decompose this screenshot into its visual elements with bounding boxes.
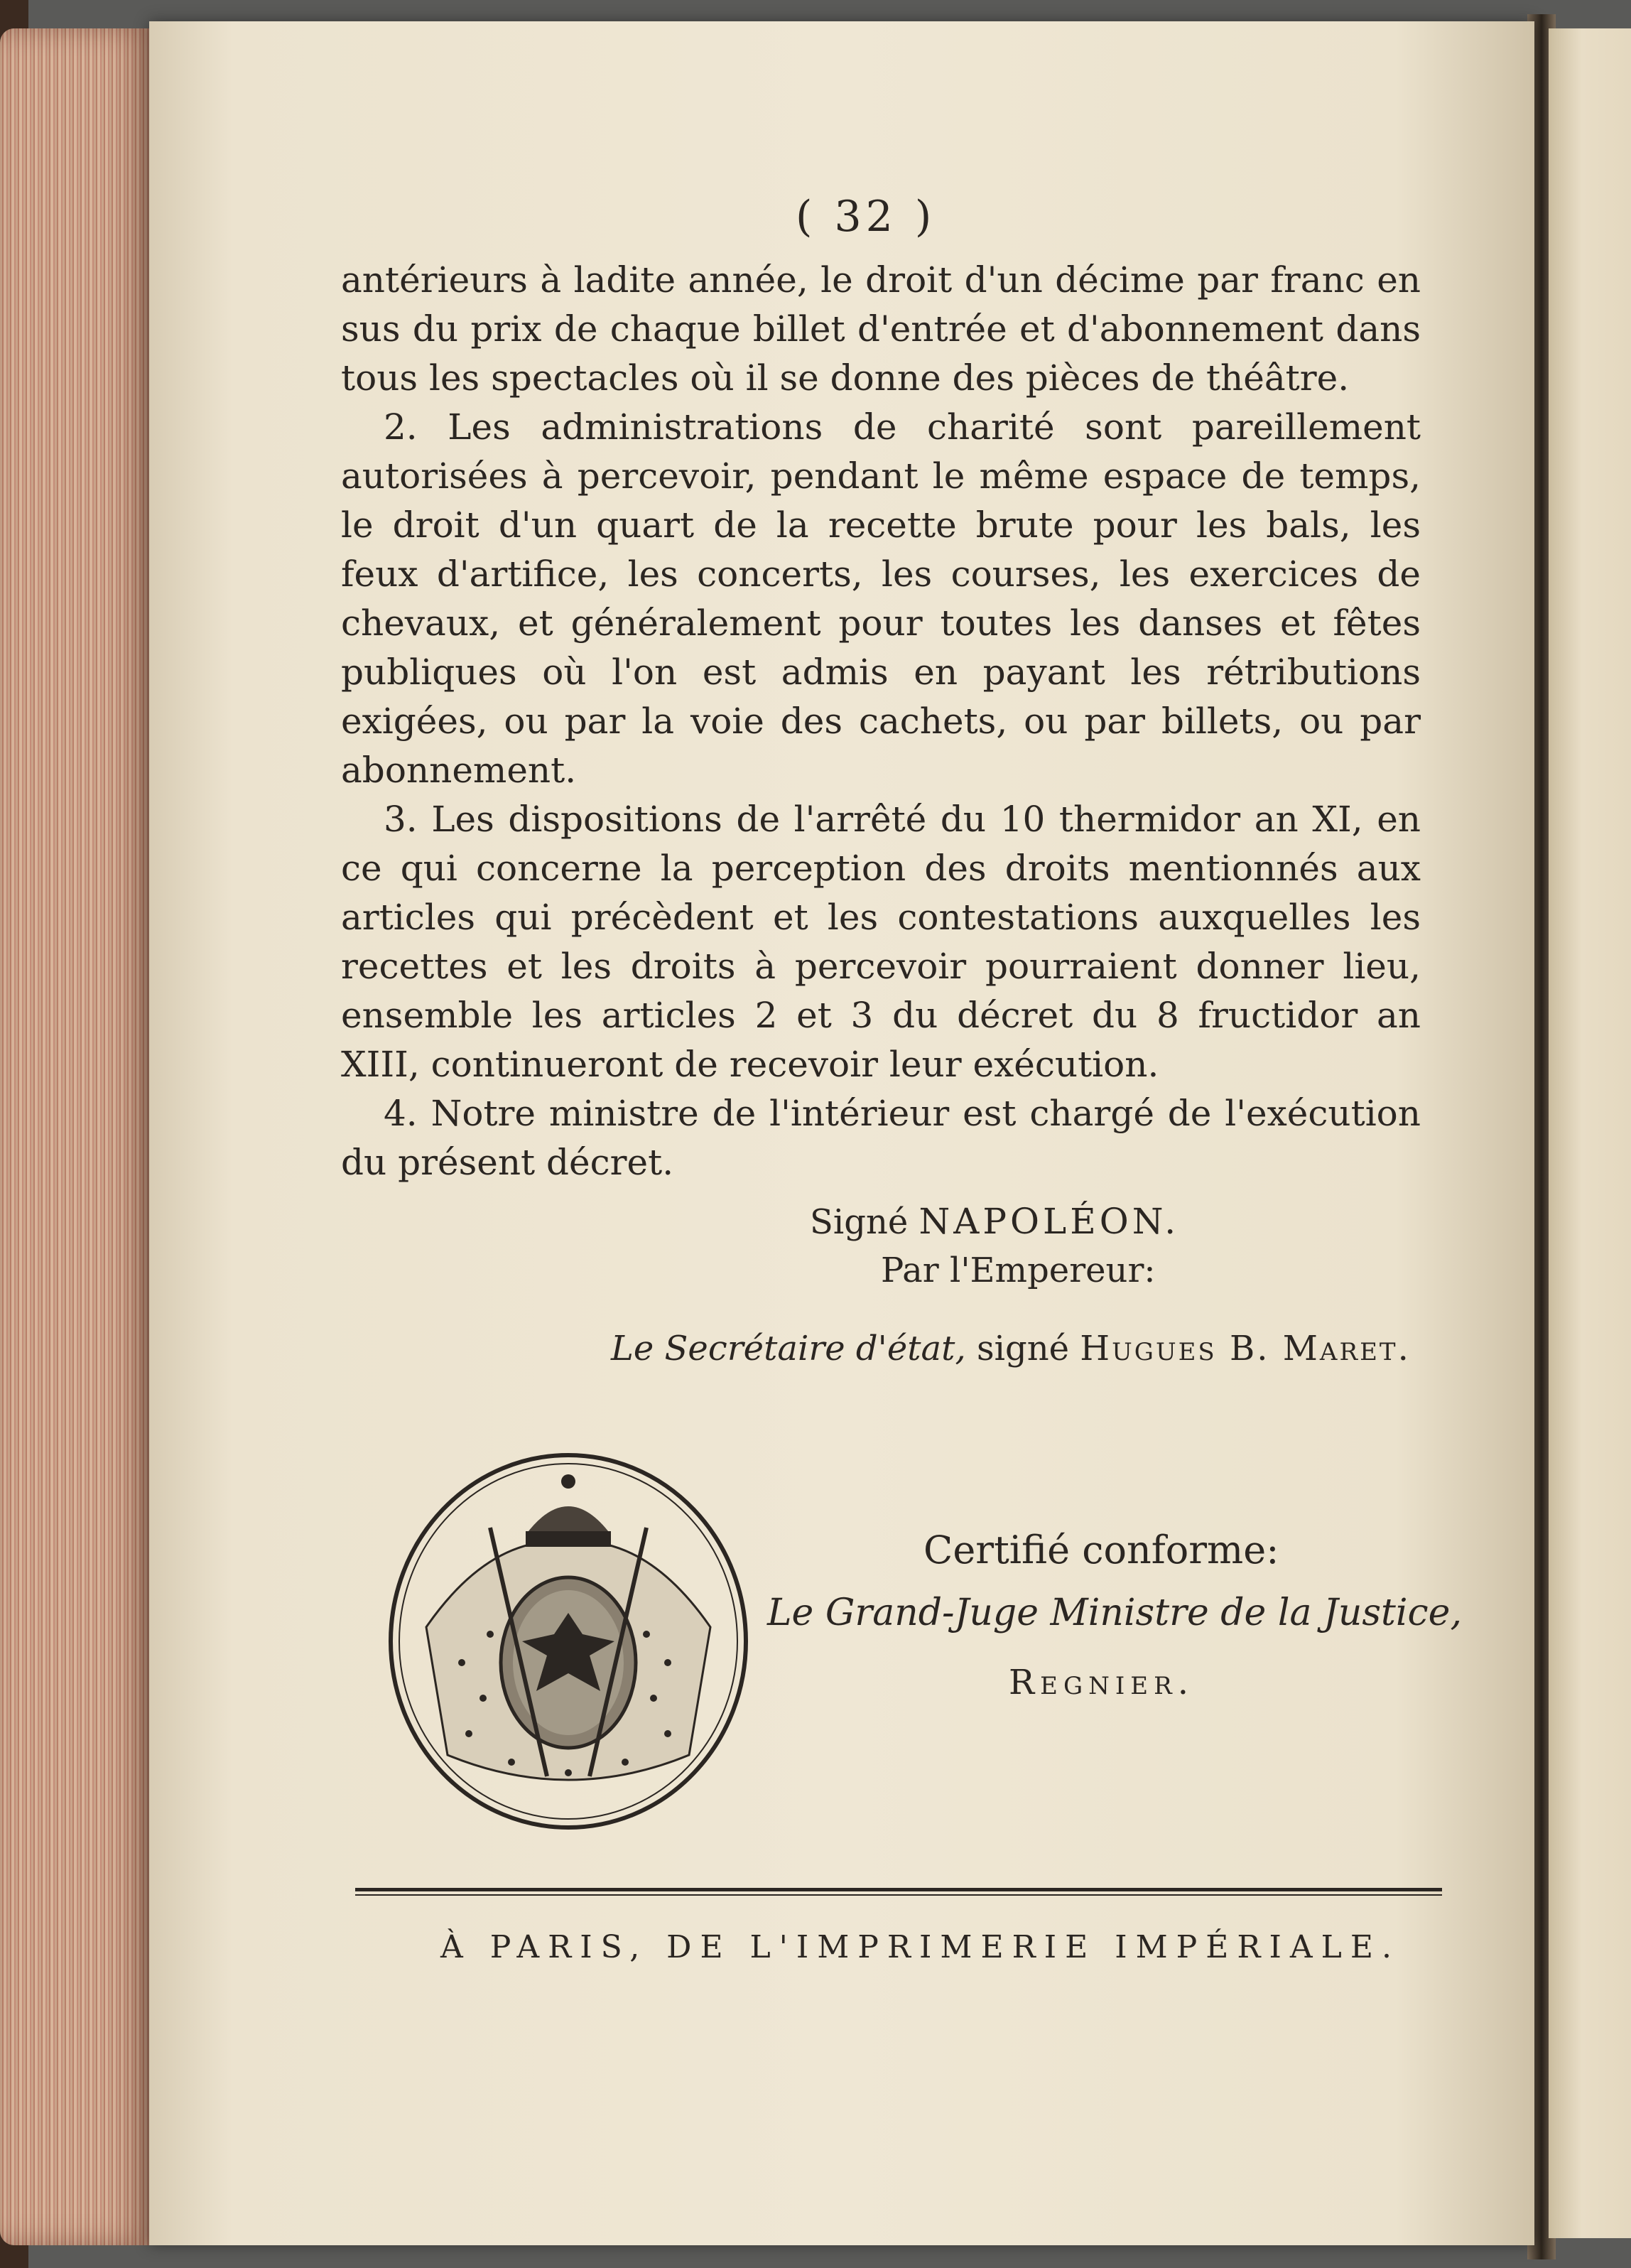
opposite-page — [1549, 28, 1631, 2238]
secretary-title: Le Secrétaire d'état, — [611, 1329, 966, 1368]
certification-line-3: Regnier. — [1009, 1663, 1194, 1702]
imprint: À PARIS, DE L'IMPRIMERIE IMPÉRIALE. — [440, 1929, 1400, 1965]
certification-line-2: Le Grand-Juge Ministre de la Justice, — [767, 1592, 1462, 1634]
certification-line-1: Certifié conforme: — [923, 1528, 1279, 1572]
secretary-signature — [611, 1329, 1411, 1368]
signed-prefix: Signé — [810, 1202, 909, 1242]
paragraph-3: 3. Les dispositions de l'arrêté du 10 thermidor an XI, en ce qui concerne la perception des droits mentionnés aux articles qui précèdent et les contestations auxquelles les recettes et les droits à percevoir pourraient donner lieu, ensemble les articles 2 et 3 du décret du 8 fructidor an XIII, continueront de recevoir leur exécution. — [341, 799, 1421, 1085]
page-number: ( 32 ) — [796, 192, 936, 242]
imperial-seal-icon — [384, 1449, 753, 1833]
divider-rule — [355, 1886, 1442, 1899]
signature-napoleon — [810, 1201, 1179, 1242]
secretary-signed: signé — [976, 1329, 1070, 1368]
by-emperor: Par l'Empereur: — [881, 1251, 1156, 1290]
secretary-name: Hugues B. Maret. — [1080, 1329, 1411, 1368]
signed-name: NAPOLÉON. — [919, 1201, 1180, 1242]
body-text — [341, 256, 1421, 1187]
paragraph-1: antérieurs à ladite année, le droit d'un décime par franc en sus du prix de chaque billet d'entrée et d'abonnement dans tous les spectacles où il se donne des pièces de théâtre. — [341, 259, 1421, 399]
paragraph-4: 4. Notre ministre de l'intérieur est chargé de l'exécution du présent décret. — [341, 1093, 1421, 1183]
book-page-edges — [0, 28, 149, 2245]
paragraph-2: 2. Les administrations de charité sont pareillement autorisées à percevoir, pendant le même espace de temps, le droit d'un quart de la recette brute pour les bals, les feux d'artifice, les concerts, les courses, les exercices de chevaux, et généralement pour toutes les danses et fêtes publiques où l'on est admis en payant les rétributions exigées, ou par la voie des cachets, ou par billets, ou par abonnement. — [341, 406, 1421, 791]
